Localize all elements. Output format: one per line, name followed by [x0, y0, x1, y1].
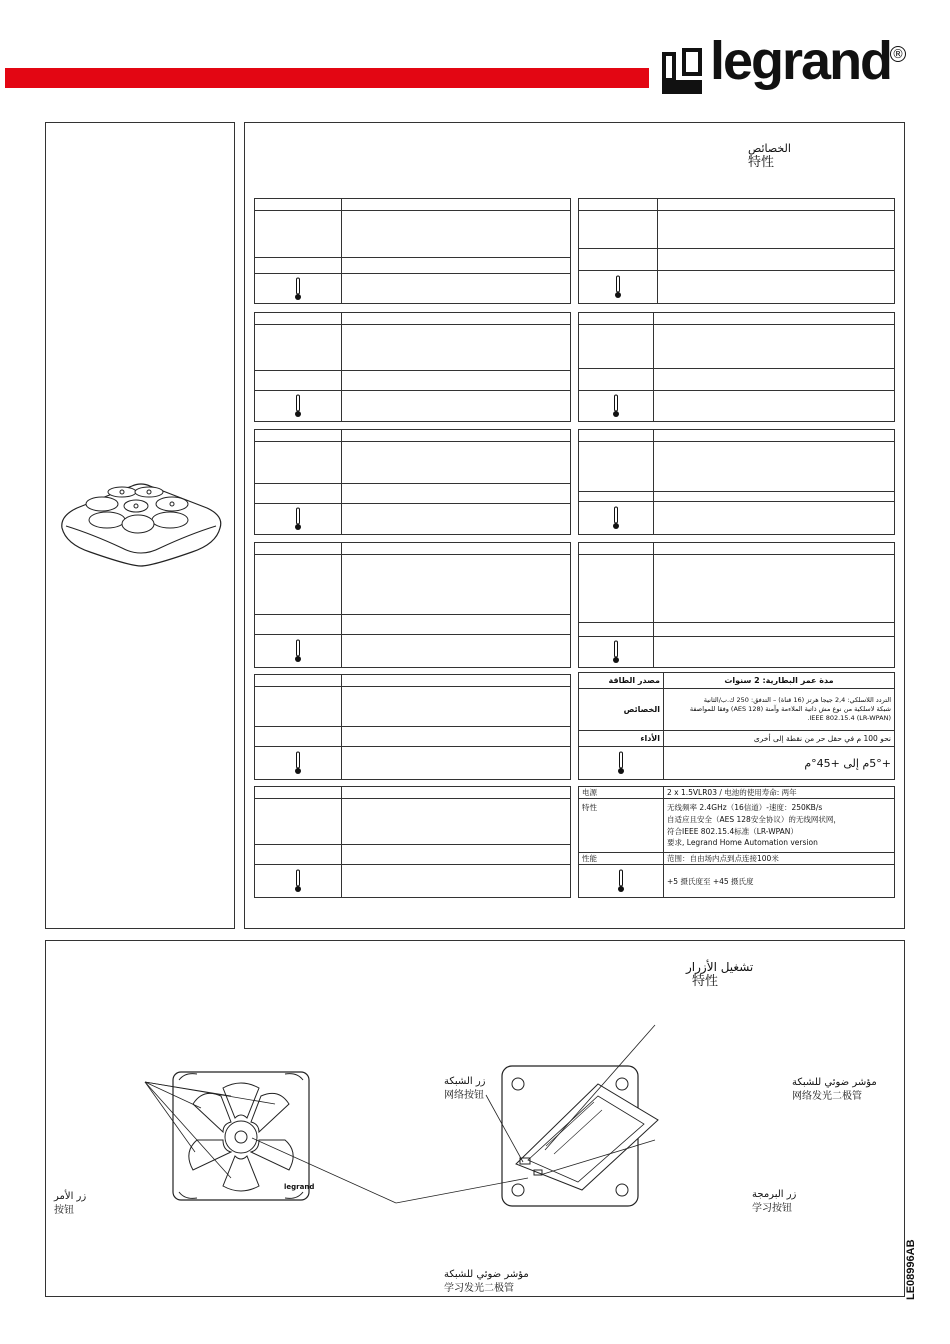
network-button-label-cn: 网络按钮: [444, 1089, 484, 1101]
learn-led-label: [444, 1268, 529, 1295]
network-button-label: [444, 1075, 485, 1102]
cn-power-label: 电源: [579, 787, 664, 799]
command-button-label: [54, 1190, 86, 1217]
ar-perf-label: الأداء: [579, 731, 664, 747]
learn-led-label-ar: مؤشر ضوئي للشبكة: [444, 1269, 529, 1280]
specs-title-ar: الخصائص: [748, 142, 791, 155]
specs-title-cn: 特性: [748, 155, 775, 171]
ar-char-line: التردد اللاسلكي: 2,4 جيجا هرتز (16 قناة) – التدفق: 250 ك.ب/الثانية: [703, 696, 891, 705]
ar-char-line: شبكة لاسلكية من نوع مش ذاتية الملاءمة وآمنة (AES 128) وفقا للمواصفة: [689, 705, 891, 714]
learn-button-label-cn: 学习按钮: [752, 1202, 792, 1214]
document-code: LE08996AB: [905, 1239, 917, 1300]
ar-perf-value: نحو 100 م في حقل حر من نقطة إلى أخرى: [664, 731, 895, 747]
cn-temp-value: +5 摄氏度至 +45 摄氏度: [664, 865, 895, 898]
registered-mark: ®: [892, 47, 904, 61]
learn-button-label: [752, 1188, 796, 1215]
buttons-title-cn: 特性: [692, 974, 719, 990]
cn-char-label: 特性: [579, 799, 664, 853]
network-led-label-ar: مؤشر ضوئي للشبكة: [792, 1077, 877, 1088]
buttons-title-ar: تشغيل الأزرار: [686, 960, 754, 974]
ar-power-value: مدة عمر البطارية: 2 سنوات: [664, 673, 895, 689]
ar-temp-value: +5°م إلى +45°م: [664, 747, 895, 780]
command-button-label-ar: زر الأمر: [54, 1191, 87, 1202]
ar-char-label: الخصائص: [579, 689, 664, 731]
cn-power-value: 2 x 1.5VLR03 / 电池的使用寿命: 两年: [664, 787, 895, 799]
learn-button-label-ar: زر البرمجة: [752, 1189, 797, 1200]
cn-char-line: 自适应且安全（AES 128安全协议）的无线网状网，: [667, 814, 841, 824]
cn-char-line: 要求, Legrand Home Automation version: [667, 838, 818, 848]
legrand-logo: legrand: [710, 31, 892, 91]
ar-char-line: (LR-WPAN) IEEE 802.15.4.: [807, 713, 891, 722]
cn-char-line: 无线频率 2.4GHz（16信道）-速度：250KB/s: [667, 803, 823, 813]
cn-perf-value: 范围：自由场内点到点连接100米: [664, 853, 895, 865]
cn-perf-label: 性能: [579, 853, 664, 865]
device-brand-label: legrand: [284, 1183, 315, 1191]
command-button-label-cn: 按钮: [54, 1204, 74, 1216]
network-led-label: [792, 1076, 877, 1103]
learn-led-label-cn: 学习发光二极管: [444, 1282, 514, 1294]
network-button-label-ar: زر الشبكة: [444, 1076, 486, 1087]
network-led-label-cn: 网络发光二极管: [792, 1090, 862, 1102]
ar-power-label: مصدر الطاقة: [579, 673, 664, 689]
cn-char-line: 符合IEEE 802.15.4标准（LR-WPAN）: [667, 826, 798, 836]
